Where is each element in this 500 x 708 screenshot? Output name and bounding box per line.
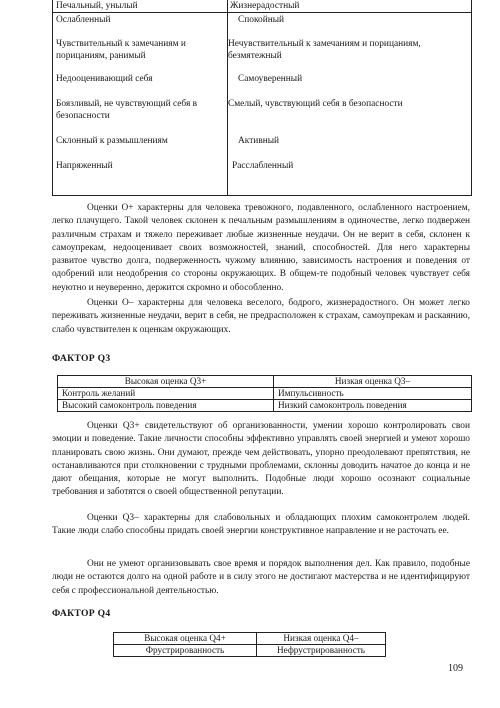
table-header-cell: Высокая оценка Q3+ [58,376,274,388]
table-cell-right: Смелый, чувствующий себя в безопасности [228,99,403,109]
table-header-cell: Низкая оценка Q3– [274,376,472,388]
table-cell-left: Печальный, унылый [56,1,138,11]
table-cell-left: Недооценивающий себя [56,74,153,84]
paragraph-q3-minus: Оценки Q3– характерны для слабовольных и обладающих плохим самоконтролем людей. Такие люди слабо способны придать своей энергии конструктивное направление и не расточать ее. [52,513,470,537]
factor-q3-table [57,375,472,412]
table-cell-left: Чувствительный к замечаниям и порицаниям, ранимый [56,39,186,61]
page-number: 109 [448,663,463,674]
factor-q4-heading: ФАКТОР Q4 [52,608,111,619]
table-header-row [114,633,386,645]
table-cell-left: Напряженный [56,161,113,171]
table-row [114,645,386,657]
table-cell-left: Ослабленный [56,15,111,25]
paragraph-q3-minus-continued: Они не умеют организовывать свое время и порядок выполнения дел. Как правило, подобные люди не остаются долго на одной работе и в силу этого не достигают мастерства и не идентифицируют себя с профессиональной деятельностью. [52,559,470,596]
table-cell-right: Активный [238,136,280,146]
paragraph-o-minus: Оценки О– характерны для человека веселого, бодрого, жизнерадостного. Он может легко переживать жизненные неудачи, верит в себя, не предрасположен к страхам, самоупрекам и раскаянию, слабо чувствителен к оценкам окружающих. [52,298,470,335]
table-header-cell: Низкая оценка Q4– [257,633,386,645]
table-cell: Нефрустрированность [257,645,386,657]
table-cell-left: Склонный к размышлениям [56,136,168,146]
table-cell-right: Жизнерадостный [230,1,300,11]
table-cell: Фрустрированность [114,645,257,657]
table-row [58,388,472,400]
factor-q4-table [113,632,386,657]
table-cell-right: Самоуверенный [238,74,303,84]
table-cell-left: Боязливый, не чувствующий себя в безопасности [56,99,198,121]
table-row-divider [53,12,471,13]
table-cell: Низкий самоконтроль поведения [274,400,472,412]
table-header-row [58,376,472,388]
factor-q3-heading: ФАКТОР Q3 [52,353,111,364]
table-cell-right: Спокойный [238,15,285,25]
table-cell-right: Нечувствительный к замечаниям и порицаниям, безмятежный [228,39,421,61]
table-cell: Импульсивность [274,388,472,400]
table-cell-right: Расслабленный [232,161,294,171]
table-header-cell: Высокая оценка Q4+ [114,633,257,645]
table-row [58,400,472,412]
table-cell: Контроль желаний [58,388,274,400]
paragraph-q3-plus: Оценки Q3+ свидетельствуют об организованности, умении хорошо контролировать свои эмоции и поведение. Такие личности способны эффективно управлять своей энергией и умеют хорошо планировать свою жизнь. Они думают, прежде чем действовать, упорно преодолевают препятствия, не останавливаются при столкновении с трудными проблемами, склонны доводить начатое до конца и не дают обещания, которые не могут выполнить. Подобные люди хорошо осознают социальные требования и заботятся о своей общественной репутации. [52,421,470,498]
paragraph-o-plus: Оценки О+ характерны для человека тревожного, подавленного, ослабленного настроением, легко плачущего. Такой человек склонен к печальным размышлениям в одиночестве, легко подвержен различным страхам и тяжело переживает любые жизненные неудачи. Он не верит в себя, склонен к самоупрекам, недооценивает своих возможностей, знаний, способностей. Для него характерны развитое чувство долга, подверженность чужому влиянию, зависимость настроения и поведения от одобрений или неодобрения со стороны окружающих. В общем-те подобный человек чувствует себя неуютно и неуверенно, держится скромно и обособленно. [52,203,470,293]
table-cell: Высокий самоконтроль поведения [58,400,274,412]
